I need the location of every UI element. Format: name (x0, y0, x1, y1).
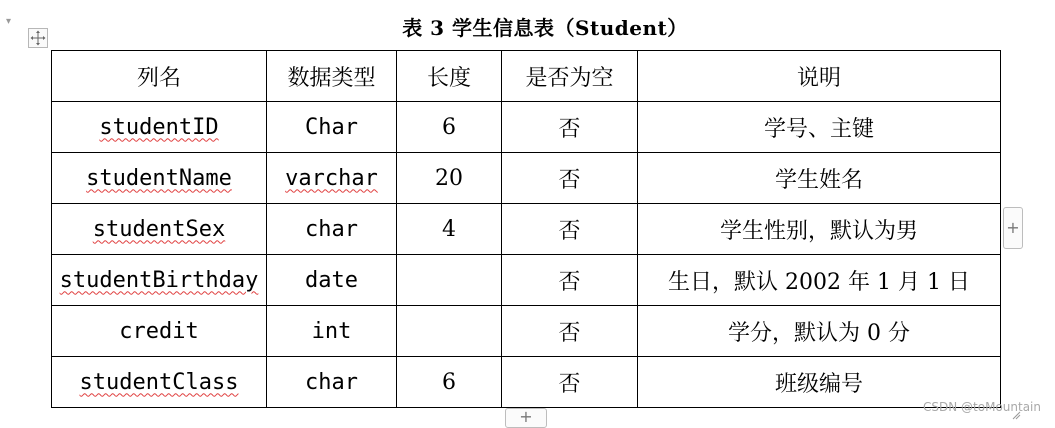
cell-column-name[interactable] (52, 204, 267, 255)
header-nullable[interactable]: 是否为空 (502, 51, 638, 102)
cell-data-type[interactable]: char (267, 204, 397, 255)
cell-description[interactable]: 学号、主键 (638, 102, 1001, 153)
cell-data-type[interactable]: int (267, 306, 397, 357)
cell-description[interactable]: 学生姓名 (638, 153, 1001, 204)
cell-text: studentBirthday (59, 267, 259, 293)
cell-length[interactable]: 6 (397, 357, 502, 408)
cell-length[interactable]: 20 (397, 153, 502, 204)
table-row (52, 357, 1001, 408)
table-row (52, 204, 1001, 255)
table-row (52, 102, 1001, 153)
table-row (52, 255, 1001, 306)
add-column-button[interactable]: + (505, 408, 547, 428)
cell-column-name[interactable] (52, 357, 267, 408)
resize-handle-icon[interactable] (1011, 410, 1021, 420)
table-row (52, 153, 1001, 204)
table-caption: 表 3 学生信息表（Student） (402, 16, 688, 40)
cell-column-name[interactable] (52, 102, 267, 153)
header-description[interactable]: 说明 (638, 51, 1001, 102)
watermark-text: CSDN @toMountain (923, 400, 1041, 414)
cell-nullable[interactable]: 否 (502, 153, 638, 204)
cell-nullable[interactable]: 否 (502, 357, 638, 408)
cell-nullable[interactable]: 否 (502, 102, 638, 153)
header-length[interactable]: 长度 (397, 51, 502, 102)
cell-data-type[interactable] (267, 153, 397, 204)
cell-data-type[interactable]: char (267, 357, 397, 408)
header-data-type[interactable]: 数据类型 (267, 51, 397, 102)
cell-length[interactable] (397, 306, 502, 357)
cell-column-name[interactable] (52, 255, 267, 306)
cell-description[interactable]: 班级编号 (638, 357, 1001, 408)
header-column-name[interactable]: 列名 (52, 51, 267, 102)
cell-column-name[interactable]: credit (52, 306, 267, 357)
cell-length[interactable]: 6 (397, 102, 502, 153)
cell-nullable[interactable]: 否 (502, 204, 638, 255)
cell-data-type[interactable]: Char (267, 102, 397, 153)
collapse-caret-icon[interactable]: ▾ (6, 16, 12, 27)
cell-text: studentClass (79, 369, 239, 395)
cell-text: varchar (285, 165, 378, 191)
add-row-button[interactable]: + (1003, 207, 1023, 249)
table-header-row (52, 51, 1001, 102)
cell-data-type[interactable]: date (267, 255, 397, 306)
cell-length[interactable]: 4 (397, 204, 502, 255)
cell-nullable[interactable]: 否 (502, 306, 638, 357)
cell-nullable[interactable]: 否 (502, 255, 638, 306)
table-row (52, 306, 1001, 357)
cell-description[interactable]: 生日，默认 2002 年 1 月 1 日 (638, 255, 1001, 306)
cell-text: studentName (86, 165, 232, 191)
cell-description[interactable]: 学生性别，默认为男 (638, 204, 1001, 255)
student-info-table (51, 50, 1001, 408)
cell-column-name[interactable] (52, 153, 267, 204)
cell-text: studentSex (92, 216, 226, 242)
cell-description[interactable]: 学分，默认为 0 分 (638, 306, 1001, 357)
cell-length[interactable] (397, 255, 502, 306)
cell-text: studentID (99, 114, 219, 140)
